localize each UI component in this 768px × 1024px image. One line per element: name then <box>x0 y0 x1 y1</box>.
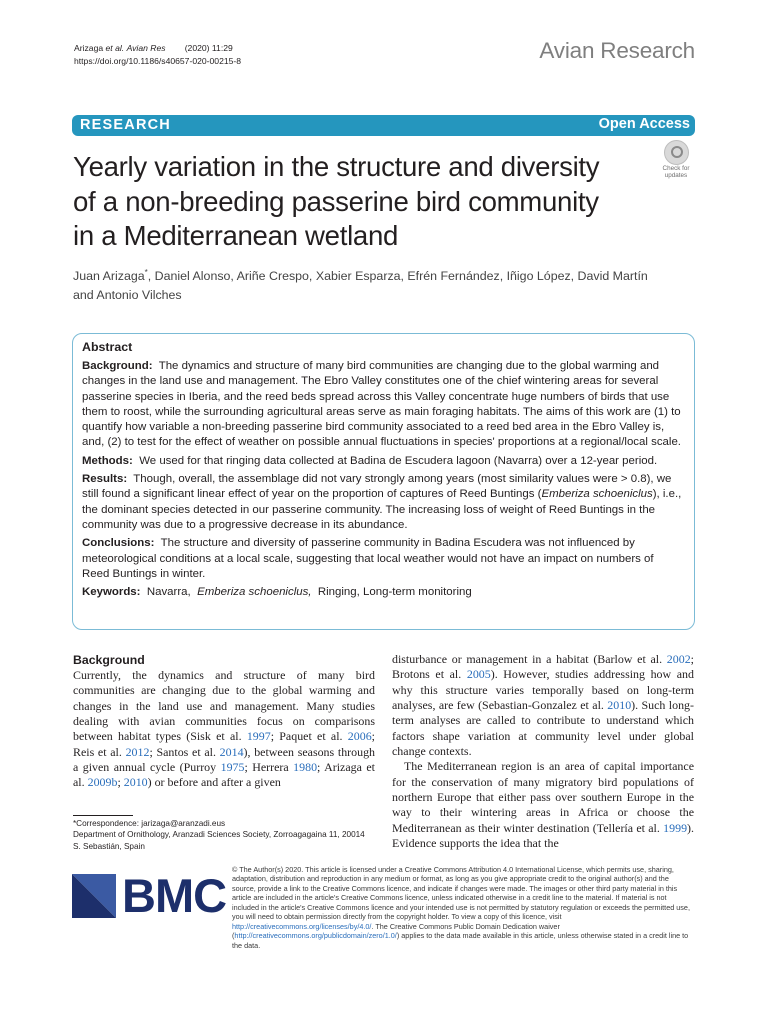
body-text: ; Paquet et al. <box>270 729 348 744</box>
citation-link[interactable]: 1999 <box>663 820 688 835</box>
correspondence-email[interactable]: *Correspondence: jarizaga@aranzadi.eus <box>73 819 226 828</box>
corresponding-author[interactable]: Juan Arizaga <box>73 269 145 284</box>
refresh-icon <box>671 146 683 158</box>
citation-link[interactable]: 2005 <box>466 667 491 682</box>
abstract-text: The dynamics and structure of many bird communities are changing due to the global warming and changes in the land use and management. The Ebro Valley constitutes one of the chief wintering areas for several passerine species in Iberia, and the reed beds spread across this Valley concentrate huge numbers of birds that use them to roost, while the surrounding agricultural areas serve as main foraging habitats. The aims of this work are (1) to quantify how variable a non-breeding passerine bird community associated to a reed bed area in the Ebro Valley is, and, (2) to test for the effect of weather on possible annual fluctuations in species' proportions at a regional/local scale. <box>82 360 681 449</box>
citation-et-al: et al. <box>105 43 125 53</box>
footnote <box>73 818 373 852</box>
body-column-left <box>73 652 375 791</box>
license-text: ) applies to the data made available in this article, unless otherwise stated in a credit line to the data. <box>232 931 689 950</box>
body-text: ; Brotons et al. <box>392 652 694 682</box>
correspondence-marker: * <box>144 268 148 277</box>
doi-link[interactable]: https://doi.org/10.1186/s40657-020-00215-8 <box>74 55 242 66</box>
citation-link[interactable]: 2010 <box>607 698 632 713</box>
body-text: disturbance or management in a habitat (Barlow et al. <box>392 652 667 666</box>
footnote-divider <box>73 815 133 816</box>
abstract-keywords <box>82 585 682 600</box>
species-name: Emberiza schoeniclus <box>541 488 653 501</box>
body-text: ; Santos et al. <box>149 744 220 759</box>
affiliation: Department of Ornithology, Aranzadi Sciences Society, Zorroagagaina 11, 20014 S. Sebastián, Spain <box>73 830 365 851</box>
article-title-line: of a non-breeding passerine bird community <box>73 185 599 217</box>
license-link[interactable]: http://creativecommons.org/licenses/by/4.0/ <box>232 921 372 931</box>
bmc-logo <box>72 869 227 922</box>
abstract-box <box>72 333 695 630</box>
citation-link[interactable]: 2012 <box>125 744 150 759</box>
body-text: ; Arizaga et al. <box>73 760 375 790</box>
citation-line <box>74 42 241 55</box>
keyword: Ringing, Long-term monitoring <box>317 586 472 599</box>
author-list <box>73 264 683 304</box>
co-authors: , Daniel Alonso, Ariñe Crespo, Xabier Esparza, Efrén Fernández, Iñigo López, David Martín <box>147 269 648 284</box>
section-heading: Background <box>73 653 145 667</box>
abstract-label: Background: <box>82 360 153 372</box>
abstract-heading: Abstract <box>82 340 133 354</box>
citation-link[interactable]: 1975 <box>220 760 245 775</box>
body-paragraph <box>392 759 694 851</box>
keyword: Emberiza schoeniclus, <box>197 586 312 599</box>
open-access-label: Open Access <box>598 116 690 132</box>
body-text: ). Such long-term analyses are called to contribute to understand which factors shape variation at community level under global change contexts. <box>392 698 694 759</box>
citation-link[interactable]: 2014 <box>219 744 244 759</box>
body-text: ). Evidence supports the idea that the <box>392 820 694 851</box>
abstract-results <box>82 472 682 533</box>
abstract-label: Results: <box>82 473 128 486</box>
citation-link[interactable]: 1980 <box>293 760 318 775</box>
abstract-content <box>82 339 682 603</box>
citation-link[interactable]: 2006 <box>347 729 372 744</box>
license-text: © The Author(s) 2020. This article is licensed under a Creative Commons Attribution 4.0 International License, which permits use, sharing, adaptation, distribution and reproduction in any medium or format, as long as you give appropriate credit to the original author(s) and the source, provide a link to the Creative Commons licence, and indicate if changes were made. The images or other third party material in this article are included in the article's Creative Commons licence, unless indicated otherwise in a credit line to the material. If material is not included in the article's Creative Commons licence and your intended use is not permitted by statutory regulation or exceeds the permitted use, you will need to obtain permission directly from the copyright holder. To view a copy of this licence, visit <box>232 865 690 922</box>
keyword: Navarra, <box>146 586 191 599</box>
body-paragraph <box>392 652 694 759</box>
abstract-label: Keywords: <box>82 586 141 599</box>
citation-link[interactable]: 2002 <box>666 652 691 666</box>
abstract-text: Though, overall, the assemblage did not vary strongly among years (most similarity values were > 0.8), we still found a significant linear effect of year on the proportion of captures of Reed Buntings ( <box>82 473 672 501</box>
author-line: and Antonio Vilches <box>73 287 182 302</box>
abstract-text: The structure and diversity of passerine community in Badina Escudera was not influenced by meteorological conditions at a local scale, suggesting that local weather would not have an impact on numbers of Reed Buntings in winter. <box>82 537 654 580</box>
body-column-right <box>392 652 694 851</box>
citation-authors: Arizaga <box>74 43 104 53</box>
body-text: The Mediterranean region is an area of capital importance for the conservation of many migratory bird populations of northern Europe that either pass over southern Europe in the way to their wintering areas in Africa or choose the Mediterranean as their winter destination (Tellería et al. <box>392 759 694 835</box>
abstract-label: Conclusions: <box>82 537 155 550</box>
article-title-line: Yearly variation in the structure and diversity <box>73 151 600 182</box>
abstract-text: ), i.e., the dominant species detected in our passerine community. The increasing loss of weight of Reed Buntings in the community was due to a progressive decrease in its abundance. <box>82 488 682 531</box>
body-paragraph <box>73 668 375 791</box>
abstract-label: Methods: <box>82 454 133 467</box>
citation-link[interactable]: 2010 <box>123 775 148 790</box>
article-title-line: in a Mediterranean wetland <box>73 220 399 251</box>
license-notice <box>232 865 694 950</box>
journal-title: Avian Research <box>539 38 695 63</box>
body-text: ) or before and after a given <box>147 775 281 790</box>
article-type-banner <box>72 115 695 136</box>
license-text: . The Creative Commons Public Domain Dedication waiver ( <box>232 921 560 941</box>
article-type-label: RESEARCH <box>80 117 171 133</box>
body-text: ). However, studies addressing how and why this structure varies temporally based on long-term analyses, are few (Sebastian-Gonzalez et al. <box>392 667 694 713</box>
citation-link[interactable]: 1997 <box>246 729 271 744</box>
article-title <box>73 150 658 254</box>
abstract-background <box>82 359 682 451</box>
check-for-updates-button[interactable] <box>657 140 695 180</box>
article-citation <box>74 42 241 67</box>
abstract-text: We used for that ringing data collected at Badina de Escudera lagoon (Navarra) over a 12-year period. <box>139 454 658 467</box>
abstract-conclusions <box>82 536 682 582</box>
bmc-logo-text: BMC <box>122 869 227 922</box>
update-badge-label <box>657 165 695 179</box>
license-link[interactable]: http://creativecommons.org/publicdomain/zero/1.0/ <box>234 931 397 941</box>
body-text: ; Herrera <box>244 760 294 775</box>
citation-journal: Avian Res <box>126 43 166 53</box>
bmc-logo-mark-icon <box>72 874 118 920</box>
author-line <box>73 264 683 286</box>
body-text: ), between seasons through a given annual cycle (Purroy <box>73 744 376 775</box>
update-badge-line: updates <box>664 172 688 179</box>
citation-link[interactable]: 2009b <box>87 775 118 790</box>
update-badge-line: Check for <box>662 165 690 172</box>
body-text: ; Reis et al. <box>73 729 375 759</box>
body-text: Currently, the dynamics and structure of many bird communities are changing due to the global warming and changes in the land use and management. Many studies dealing with avian communities focus on comparisons between habitat types (Sisk et al. <box>73 668 375 744</box>
citation-year-volume: (2020) 11:29 <box>184 43 233 53</box>
abstract-methods <box>82 454 682 469</box>
body-text: ; <box>117 775 124 790</box>
